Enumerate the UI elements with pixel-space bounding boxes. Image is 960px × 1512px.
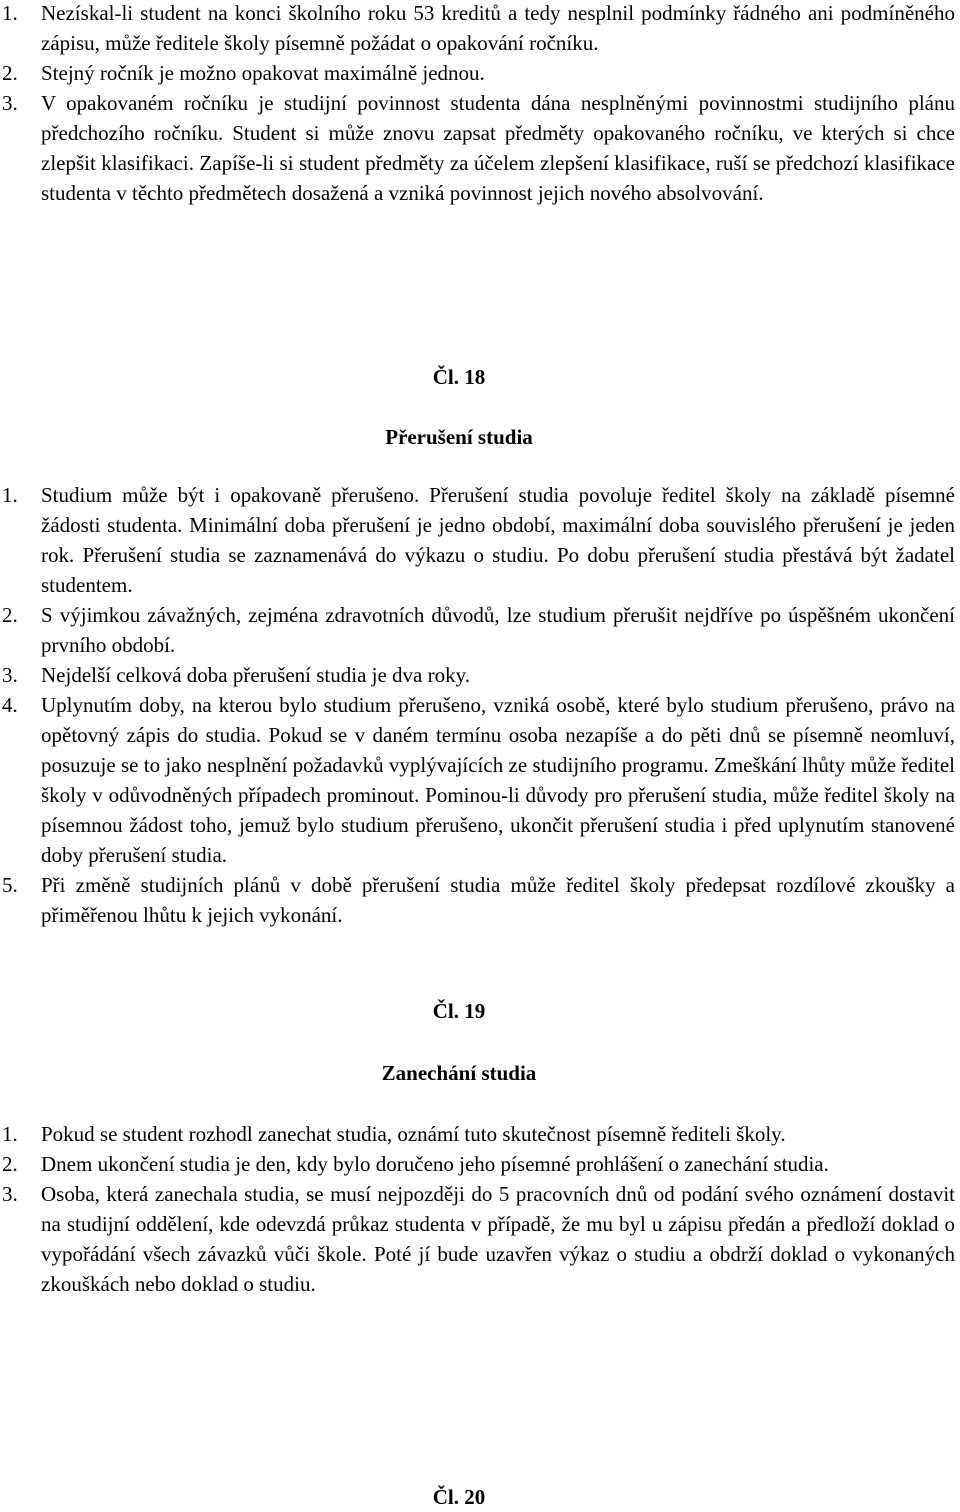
item-text: Pokud se student rozhodl zanechat studia, oznámí tuto skutečnost písemně řediteli školy. (41, 1122, 786, 1146)
item-number: 1. (2, 1, 18, 25)
item-text: Stejný ročník je možno opakovat maximálně jednou. (41, 61, 485, 85)
list-item (0, 88, 960, 208)
article-20-number: Čl. 20 (432, 1485, 486, 1509)
item-text: Osoba, která zanechala studia, se musí nejpozději do 5 pracovních dnů od podání svého oznámení dostavit na studijní oddělení, kde odevzdá průkaz studenta v případě, že mu byl u zápisu předán a předloží doklad o vypořádání všech závazků vůči škole. Poté jí bude uzavřen výkaz o studiu a obdrží doklad o vykonaných zkouškách nebo doklad o studiu. (41, 1182, 955, 1296)
list-item (0, 0, 960, 58)
item-text: Nejdelší celková doba přerušení studia je dva roky. (41, 663, 471, 687)
item-number: 3. (2, 1182, 18, 1206)
item-number: 2. (2, 603, 18, 627)
article-17-list (0, 0, 960, 208)
article-19-body (0, 1119, 960, 1299)
article-19-title: Zanechání studia (381, 1061, 537, 1085)
list-item (0, 1179, 960, 1299)
item-number: 1. (2, 483, 18, 507)
item-number: 1. (2, 1122, 18, 1146)
list-item (0, 480, 960, 600)
item-number: 2. (2, 1152, 18, 1176)
item-number: 4. (2, 693, 18, 717)
article-19-number: Čl. 19 (432, 999, 486, 1023)
item-text: Dnem ukončení studia je den, kdy bylo doručeno jeho písemné prohlášení o zanechání studia. (41, 1152, 829, 1176)
item-number: 3. (2, 663, 18, 687)
item-number: 2. (2, 61, 18, 85)
list-item (0, 1119, 960, 1149)
list-item (0, 690, 960, 870)
item-text: Uplynutím doby, na kterou bylo studium přerušeno, vzniká osobě, které bylo studium přerušeno, právo na opětovný zápis do studia. Pokud se v daném termínu osoba nezapíše a do pěti dnů se písemně neomluví, posuzuje se to jako nesplnění požadavků vyplývajících ze studijního programu. Zmeškání lhůty může ředitel školy v odůvodněných případech prominout. Pominou-li důvody pro přerušení studia, může ředitel školy na písemnou žádost toho, jemuž bylo studium přerušeno, ukončit přerušení studia i před uplynutím stanovené doby přerušení studia. (41, 693, 955, 867)
article-18-list (0, 480, 960, 930)
article-18-body (0, 480, 960, 930)
list-item (0, 58, 960, 88)
article-18-number: Čl. 18 (432, 365, 486, 389)
article-19-list (0, 1119, 960, 1299)
article-18-title: Přerušení studia (385, 425, 533, 449)
item-text: Při změně studijních plánů v době přerušení studia může ředitel školy předepsat rozdílové zkoušky a přiměřenou lhůtu k jejich vykonání. (41, 873, 955, 927)
item-number: 5. (2, 873, 18, 897)
item-text: S výjimkou závažných, zejména zdravotních důvodů, lze studium přerušit nejdříve po úspěšném ukončení prvního období. (41, 603, 955, 657)
article-17-continuation (0, 0, 960, 208)
list-item (0, 600, 960, 660)
list-item (0, 870, 960, 930)
item-number: 3. (2, 91, 18, 115)
item-text: V opakovaném ročníku je studijní povinnost studenta dána nesplněnými povinnostmi studijního plánu předchozího ročníku. Student si může znovu zapsat předměty opakovaného ročníku, ve kterých si chce zlepšit klasifikaci. Zapíše-li si student předměty za účelem zlepšení klasifikace, ruší se předchozí klasifikace studenta v těchto předmětech dosažená a vzniká povinnost jejich nového absolvování. (41, 91, 955, 205)
list-item (0, 1149, 960, 1179)
list-item (0, 660, 960, 690)
item-text: Studium může být i opakovaně přerušeno. Přerušení studia povoluje ředitel školy na základě písemné žádosti studenta. Minimální doba přerušení je jedno období, maximální doba souvislého přerušení je jeden rok. Přerušení studia se zaznamenává do výkazu o studiu. Po dobu přerušení studia přestává být žadatel studentem. (41, 483, 955, 597)
item-text: Nezískal-li student na konci školního roku 53 kreditů a tedy nesplnil podmínky řádného ani podmíněného zápisu, může ředitele školy písemně požádat o opakování ročníku. (41, 1, 955, 55)
